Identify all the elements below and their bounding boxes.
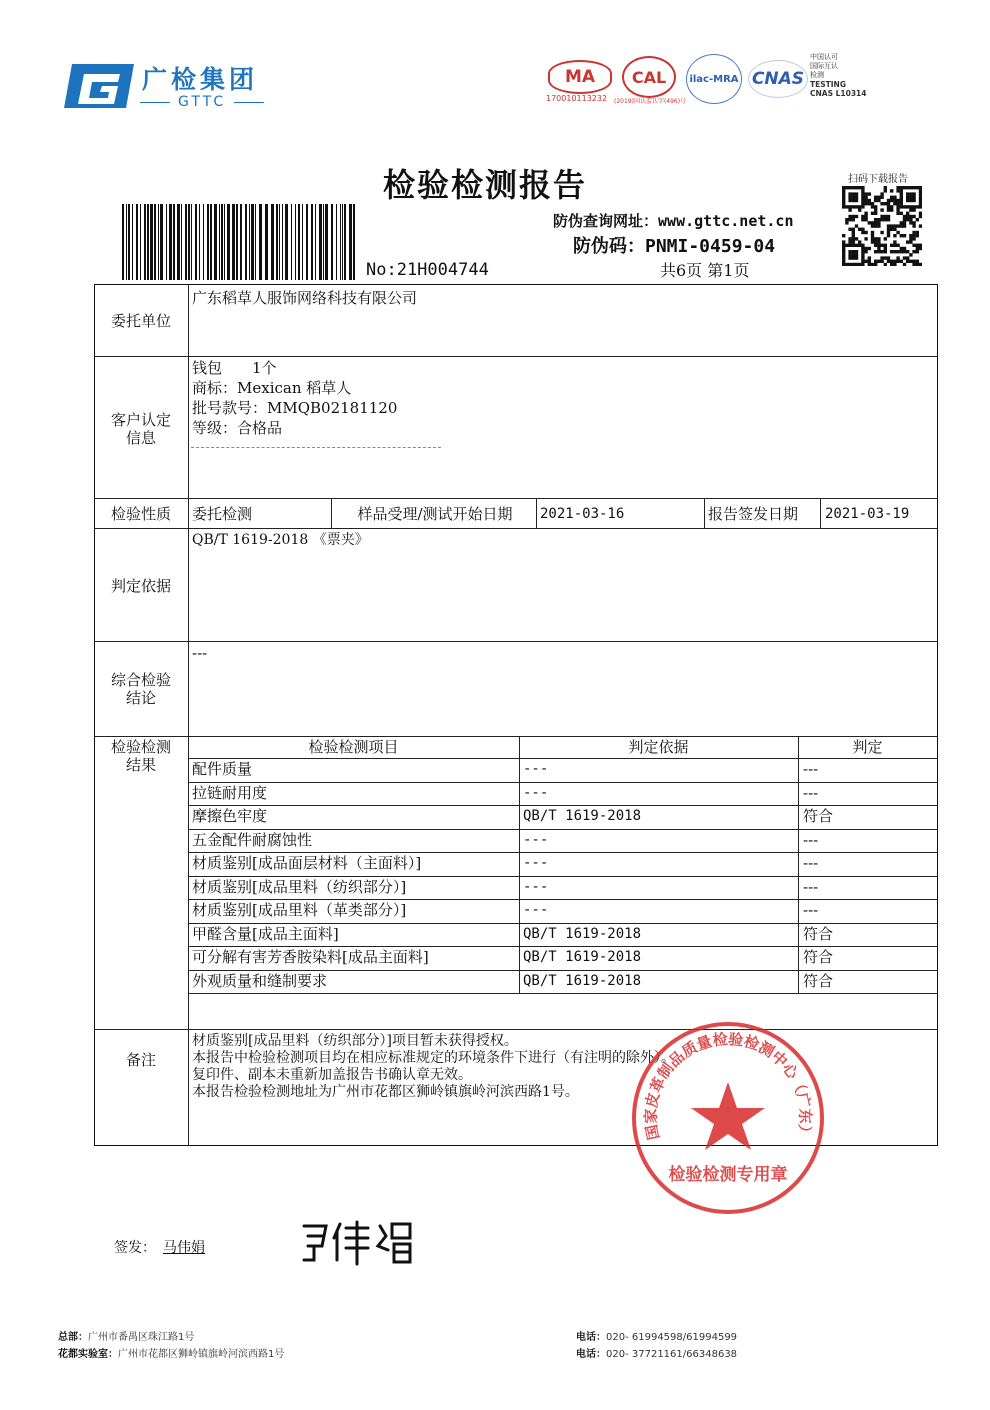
cma-cert-number: 170010113232 xyxy=(546,94,608,103)
hq-phone: 020- 61994598/61994599 xyxy=(606,1332,738,1343)
page-info: 共6页 第1页 xyxy=(660,261,750,280)
client-value: 广东稻草人服饰网络科技有限公司 xyxy=(192,289,418,307)
result-basis: --- xyxy=(523,902,549,918)
company-name-en xyxy=(140,94,264,110)
result-basis: --- xyxy=(523,761,549,777)
lab-phone-row xyxy=(576,1345,737,1360)
cnas-line: 检测 xyxy=(810,71,824,79)
result-verdict: 符合 xyxy=(803,948,834,966)
result-basis: --- xyxy=(523,785,549,801)
basis-value: QB/T 1619-2018 《票夹》 xyxy=(192,532,369,548)
lab-label: 花都实验室： xyxy=(58,1349,118,1360)
cal-cert-number: (2019)国认监认字(496)号 xyxy=(614,98,687,105)
conclusion-value: --- xyxy=(192,644,208,662)
report-number: No:21H004744 xyxy=(366,260,489,280)
cma-cert-icon: MA xyxy=(548,60,612,94)
result-verdict: 符合 xyxy=(803,807,834,825)
verify-url-label: 防伪查询网址： xyxy=(553,212,659,230)
seal-ring-text: 国家皮革制品质量检验检测中心（广东） xyxy=(641,1030,815,1142)
barcode-icon xyxy=(120,204,360,280)
result-verdict: --- xyxy=(803,878,819,896)
result-basis: QB/T 1619-2018 xyxy=(523,926,642,942)
results-label: 检验检测结果 xyxy=(110,738,171,774)
result-item: 外观质量和缝制要求 xyxy=(192,972,328,990)
result-basis: QB/T 1619-2018 xyxy=(523,949,642,965)
remark-line: 材质鉴别[成品里料（纺织部分）]项目暂未获得授权。 xyxy=(192,1033,518,1049)
result-verdict: --- xyxy=(803,854,819,872)
seal-bottom-text: 检验检测专用章 xyxy=(668,1165,788,1185)
remarks-label: 备注 xyxy=(125,1051,156,1069)
result-basis: --- xyxy=(523,879,549,895)
result-verdict: --- xyxy=(803,784,819,802)
results-header-basis: 判定依据 xyxy=(628,738,689,756)
result-verdict: --- xyxy=(803,760,819,778)
customer-info-label: 客户认定信息 xyxy=(110,411,171,447)
seal-star-icon xyxy=(691,1082,765,1150)
report-title: 检验检测报告 xyxy=(382,166,587,204)
customer-line: 等级：合格品 xyxy=(192,419,283,437)
lab-address: 广州市花都区狮岭镇旗岭河滨西路1号 xyxy=(118,1349,285,1360)
result-item: 拉链耐用度 xyxy=(192,784,268,802)
results-header-verdict: 判定 xyxy=(852,738,883,756)
issue-date-label: 报告签发日期 xyxy=(708,505,799,523)
results-header-item: 检验检测项目 xyxy=(308,738,399,756)
result-verdict: 符合 xyxy=(803,925,834,943)
anti-code: PNMI-0459-04 xyxy=(645,236,776,257)
cnas-icon: CNAS xyxy=(748,60,808,98)
customer-line: 批号款号：MMQB02181120 xyxy=(192,399,398,417)
lab-address-row xyxy=(58,1345,284,1360)
cnas-line: TESTING xyxy=(810,80,846,89)
result-basis: QB/T 1619-2018 xyxy=(523,973,642,989)
ilac-mra-icon: ilac-MRA xyxy=(686,54,742,104)
hq-phone-row xyxy=(576,1328,737,1343)
result-basis: QB/T 1619-2018 xyxy=(523,808,642,824)
anti-code-row xyxy=(573,232,775,258)
hq-phone-label: 电话： xyxy=(576,1332,606,1343)
hq-address-row xyxy=(58,1328,194,1343)
gttc-logo-icon xyxy=(62,62,136,110)
lab-phone: 020- 37721161/66348638 xyxy=(606,1349,738,1360)
result-basis: --- xyxy=(523,855,549,871)
result-item: 材质鉴别[成品里料（革类部分）] xyxy=(192,901,407,919)
issue-date: 2021-03-19 xyxy=(825,506,910,522)
hq-address: 广州市番禺区珠江路1号 xyxy=(88,1332,195,1343)
official-seal xyxy=(630,1020,826,1216)
result-verdict: 符合 xyxy=(803,972,834,990)
cnas-line: CNAS L10314 xyxy=(810,89,867,98)
result-item: 五金配件耐腐蚀性 xyxy=(192,831,313,849)
cal-cert-icon: CAL xyxy=(622,56,676,98)
result-item: 摩擦色牢度 xyxy=(192,807,268,825)
anti-code-label: 防伪码： xyxy=(573,236,645,257)
result-verdict: --- xyxy=(803,901,819,919)
sample-date-label: 样品受理/测试开始日期 xyxy=(357,505,513,523)
qr-code-icon[interactable] xyxy=(842,186,922,266)
customer-line: 钱包 1个 xyxy=(192,359,277,377)
remark-line: 复印件、副本未重新加盖报告书确认章无效。 xyxy=(192,1067,472,1083)
client-label: 委托单位 xyxy=(110,312,171,330)
sample-date: 2021-03-16 xyxy=(540,506,625,522)
nature-value: 委托检测 xyxy=(192,505,253,523)
remark-line: 本报告检验检测地址为广州市花都区狮岭镇旗岭河滨西路1号。 xyxy=(192,1084,579,1100)
result-item: 配件质量 xyxy=(192,760,253,778)
report-table xyxy=(94,284,938,1146)
customer-line: 商标：Mexican 稻草人 xyxy=(192,379,352,397)
signer-name: 马伟娟 xyxy=(163,1240,205,1256)
result-item: 甲醛含量[成品主面料] xyxy=(192,925,339,943)
handwritten-signature xyxy=(296,1212,416,1272)
cnas-line: 中国认可 xyxy=(810,53,838,61)
cnas-line: 国际互认 xyxy=(810,62,838,70)
qr-label: 扫码下载报告 xyxy=(848,174,908,185)
result-basis: --- xyxy=(523,832,549,848)
nature-label: 检验性质 xyxy=(110,505,171,523)
signer-label: 签发： xyxy=(114,1240,156,1256)
company-en-text: GTTC xyxy=(178,94,227,110)
lab-phone-label: 电话： xyxy=(576,1349,606,1360)
conclusion-label: 综合检验结论 xyxy=(110,671,171,707)
verify-url-row xyxy=(553,210,793,231)
hq-label: 总部： xyxy=(58,1332,88,1343)
verify-url[interactable]: www.gttc.net.cn xyxy=(658,212,794,230)
result-item: 材质鉴别[成品面层材料（主面料）] xyxy=(192,854,422,872)
remark-line: 本报告中检验检测项目均在相应标准规定的环境条件下进行（有注明的除外）。 xyxy=(192,1050,675,1066)
cnas-cert-text xyxy=(810,53,866,98)
basis-label: 判定依据 xyxy=(110,577,171,595)
result-item: 可分解有害芳香胺染料[成品主面料] xyxy=(192,948,429,966)
result-verdict: --- xyxy=(803,831,819,849)
result-item: 材质鉴别[成品里料（纺织部分）] xyxy=(192,878,407,896)
company-name-cn: 广检集团 xyxy=(142,65,259,94)
